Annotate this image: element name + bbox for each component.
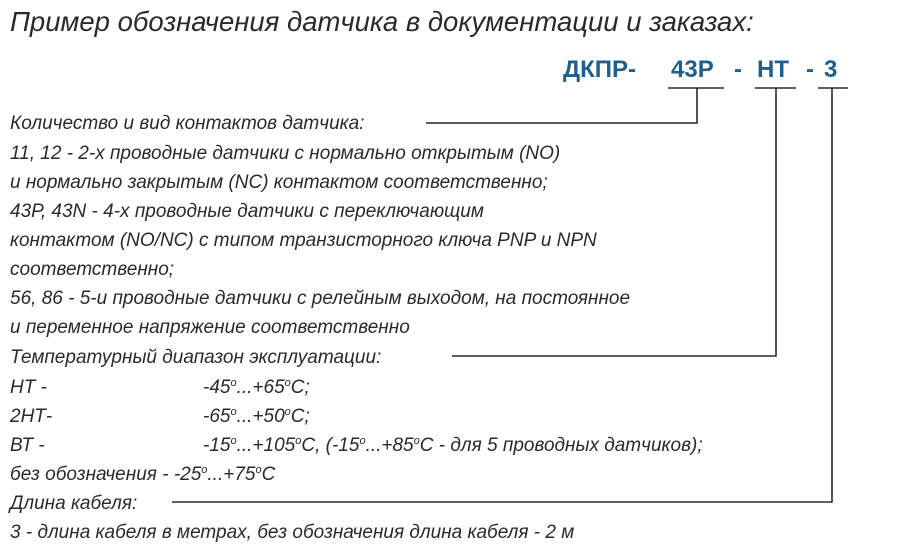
temp-label: ВТ - bbox=[10, 435, 45, 456]
temp-label: НТ - bbox=[10, 377, 47, 398]
text-line: и нормально закрытым (NC) контактом соответственно; bbox=[10, 172, 548, 193]
temp-range: $-45^o...+65^oC$; bbox=[203, 377, 310, 398]
text-line: 43Р, 43N - 4-х проводные датчики с переключающим bbox=[10, 201, 484, 222]
temp-no-mark: без обозначения - $-25^o...+75^oC$ bbox=[10, 464, 276, 485]
code-prefix: ДКПР- bbox=[563, 56, 636, 83]
text-line: контактом (NO/NC) с типом транзисторного ключа PNP и NPN bbox=[10, 230, 597, 251]
temperature-heading: Температурный диапазон эксплуатации: bbox=[10, 347, 382, 368]
temp-label: 2НТ- bbox=[10, 406, 53, 427]
cable-heading: Длина кабеля: bbox=[10, 493, 138, 514]
text-line: и переменное напряжение соответственно bbox=[10, 317, 410, 338]
leader-contacts bbox=[426, 88, 697, 123]
contacts-heading: Количество и вид контактов датчика: bbox=[10, 113, 365, 134]
code-separator: - bbox=[734, 56, 742, 83]
temp-range: $-15^o...+105^oC$, ($-15^o...+85^oC$ - для 5 проводных датчиков); bbox=[203, 435, 703, 456]
code-separator: - bbox=[806, 56, 814, 83]
cable-line: 3 - длина кабеля в метрах, без обозначения длина кабеля - 2 м bbox=[10, 522, 575, 543]
code-temperature: НТ bbox=[757, 56, 789, 83]
page-title: Пример обозначения датчика в документации и заказах: bbox=[10, 6, 754, 37]
text-line: 11, 12 - 2-х проводные датчики с нормально открытым (NO) bbox=[10, 143, 561, 164]
code-contacts: 43Р bbox=[671, 56, 714, 83]
leader-temperature bbox=[452, 88, 776, 356]
temp-range: $-65^o...+50^oC$; bbox=[203, 406, 310, 427]
code-cable: 3 bbox=[824, 56, 838, 83]
text-line: соответственно; bbox=[10, 259, 175, 280]
text-line: 56, 86 - 5-и проводные датчики с релейным выходом, на постоянное bbox=[10, 288, 631, 309]
